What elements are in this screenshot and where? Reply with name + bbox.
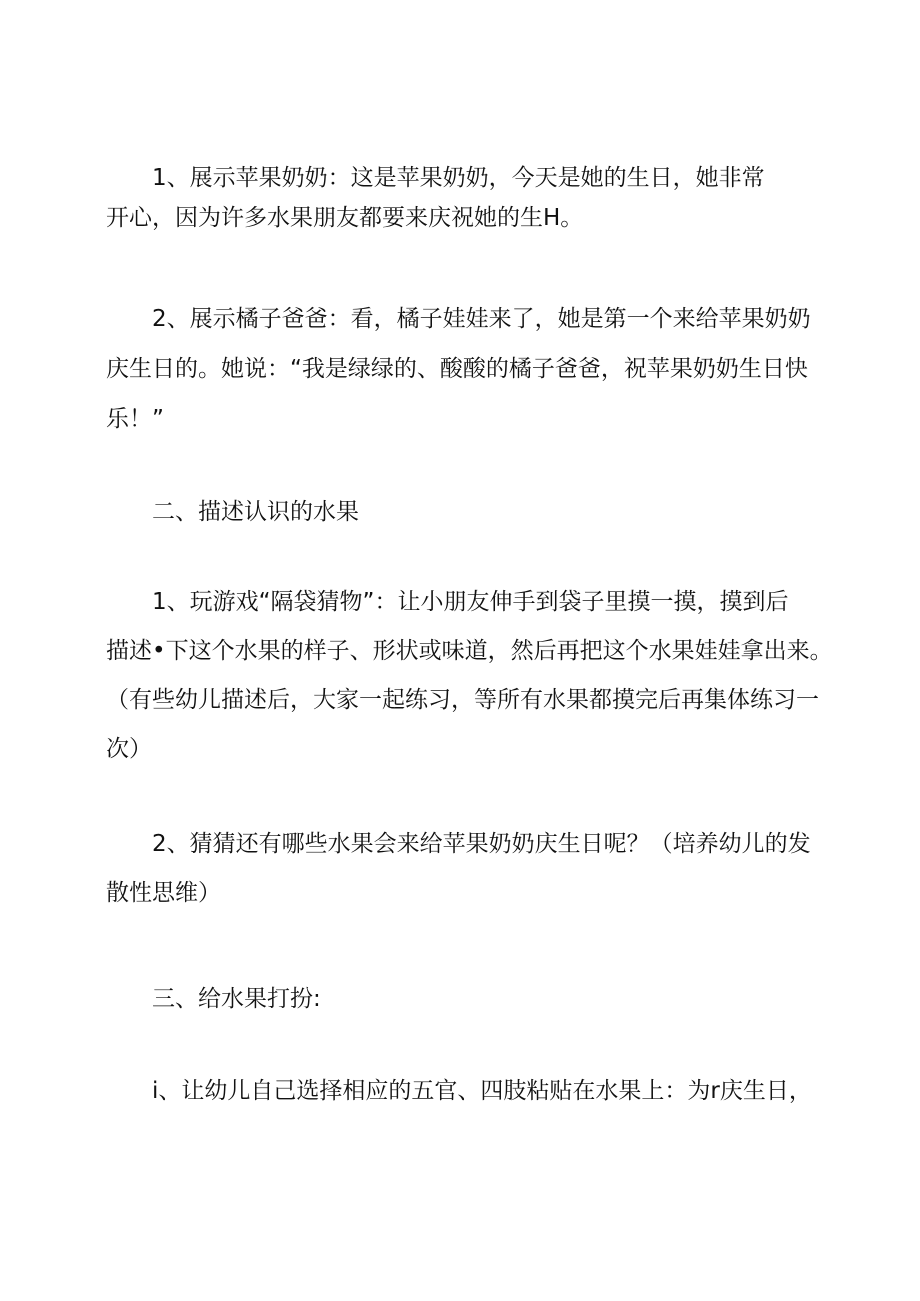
section-heading-describe-fruit — [106, 494, 826, 530]
paragraph-line: 2、猜猜还有哪些水果会来给苹果奶奶庆生日呢？（培养幼儿的发 — [152, 831, 811, 857]
paragraph-show-apple-grandma — [106, 160, 826, 236]
paragraph-line: 2、展示橘子爸爸：看，橘子娃娃来了，她是第一个来给苹果奶奶 — [152, 306, 811, 332]
paragraph-guess-more-fruit — [106, 826, 826, 911]
paragraph-line: 开心，因为许多水果朋友都要来庆祝她的生H。 — [106, 205, 584, 231]
heading-text: 二、描述认识的水果 — [152, 499, 359, 525]
paragraph-line: 1、展示苹果奶奶：这是苹果奶奶，今天是她的生日，她非常 — [152, 165, 765, 191]
paragraph-line: i、让幼儿自己选择相应的五官、四肢粘贴在水果上：为r庆生日， — [152, 1078, 812, 1104]
paragraph-line: 散性思维） — [106, 880, 221, 906]
paragraph-line: 乐！” — [106, 406, 164, 432]
paragraph-show-orange-dad — [106, 301, 826, 437]
paragraph-stick-features — [106, 1073, 826, 1109]
paragraph-line: 1、玩游戏“隔袋猜物”：让小朋友伸手到袋子里摸一摸，摸到后 — [152, 589, 789, 615]
paragraph-guess-game — [106, 584, 833, 767]
paragraph-line: 描述•下这个水果的样子、形状或味道，然后再把这个水果娃娃拿出来。 — [106, 638, 833, 664]
paragraph-line: 次） — [106, 736, 152, 762]
paragraph-line: 庆生日的。她说：“我是绿绿的、酸酸的橘子爸爸，祝苹果奶奶生日快 — [106, 356, 808, 382]
heading-text: 三、给水果打扮: — [152, 986, 321, 1012]
section-heading-dress-fruit — [106, 981, 826, 1017]
paragraph-line: （有些幼儿描述后，大家一起练习，等所有水果都摸完后再集体练习一 — [106, 687, 819, 713]
